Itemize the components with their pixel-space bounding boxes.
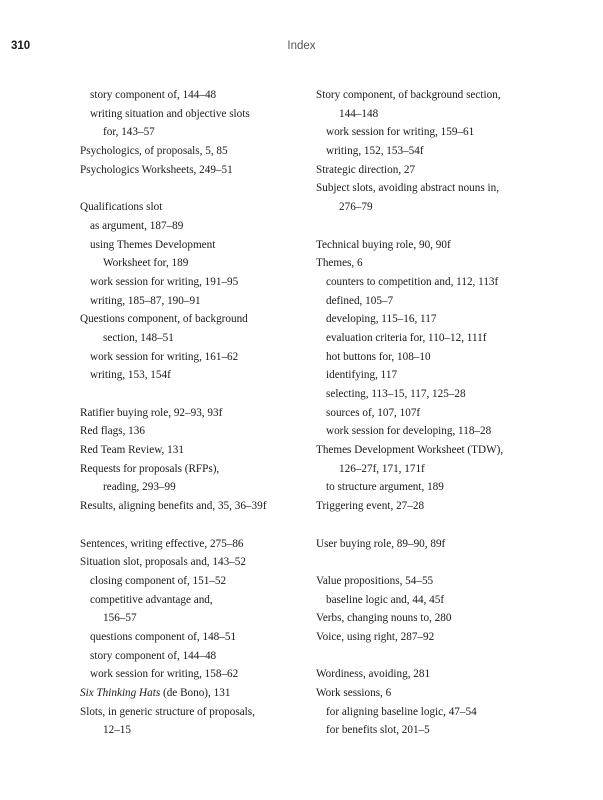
- index-subentry: selecting, 113–15, 117, 125–28: [326, 388, 466, 400]
- index-entry-title: Six Thinking Hats: [80, 687, 161, 699]
- index-entry: Requests for proposals (RFPs),: [80, 462, 220, 475]
- index-spacer: [80, 385, 325, 404]
- index-subentry: 156–57: [103, 612, 137, 625]
- index-subentry: writing, 152, 153–54f: [326, 145, 424, 158]
- index-spacer: [316, 516, 561, 535]
- index-subentry: work session for writing, 158–62: [90, 668, 239, 681]
- index-subentry: work session for writing, 191–95: [90, 275, 239, 288]
- index-entry: Situation slot, proposals and, 143–52: [80, 556, 246, 569]
- index-subentry: for benefits slot, 201–5: [326, 724, 430, 737]
- index-column-left: [80, 86, 325, 740]
- index-subentry: 144–148: [339, 107, 379, 120]
- index-entry: Psychologics, of proposals, 5, 85: [80, 145, 228, 158]
- index-entry: Verbs, changing nouns to, 280: [316, 612, 452, 625]
- index-subentry: writing, 153, 154f: [90, 369, 171, 382]
- index-entry: Qualifications slot: [80, 201, 163, 214]
- index-subentry: 126–27f, 171, 171f: [339, 462, 425, 475]
- index-subentry: work session for writing, 159–61: [326, 126, 475, 139]
- index-entry: Sentences, writing effective, 275–86: [80, 537, 244, 550]
- index-entry: User buying role, 89–90, 89f: [316, 537, 446, 550]
- index-entry: Strategic direction, 27: [316, 163, 416, 176]
- index-spacer: [80, 179, 325, 198]
- index-subentry: 12–15: [103, 724, 131, 737]
- index-subentry: Worksheet for, 189: [103, 257, 189, 270]
- index-subentry: developing, 115–16, 117: [326, 313, 437, 326]
- index-entry-locator: (de Bono), 131: [160, 687, 231, 699]
- index-subentry: as argument, 187–89: [90, 219, 184, 232]
- index-subentry: section, 148–51: [103, 331, 174, 344]
- index-subentry: sources of, 107, 107f: [326, 406, 421, 419]
- index-entry: Psychologics Worksheets, 249–51: [80, 163, 233, 176]
- index-subentry: using Themes Development: [90, 238, 216, 251]
- index-column-right: [316, 86, 561, 740]
- index-subentry: 276–79: [339, 201, 373, 214]
- index-subentry: identifying, 117: [326, 369, 398, 382]
- index-entry: Subject slots, avoiding abstract nouns in,: [316, 182, 500, 195]
- index-entry: Slots, in generic structure of proposals,: [80, 705, 255, 718]
- index-spacer: [80, 516, 325, 535]
- running-head: Index: [287, 40, 316, 52]
- index-subentry: defined, 105–7: [326, 294, 394, 307]
- index-entry: Triggering event, 27–28: [316, 500, 425, 513]
- index-subentry: questions component of, 148–51: [90, 630, 237, 643]
- index-subentry: competitive advantage and,: [90, 593, 213, 606]
- index-subentry: work session for developing, 118–28: [326, 425, 492, 438]
- index-entry: Themes Development Worksheet (TDW),: [316, 444, 504, 457]
- index-entry: Results, aligning benefits and, 35, 36–39f: [80, 500, 267, 513]
- index-spacer: [316, 217, 561, 236]
- index-spacer: [316, 647, 561, 666]
- index-subentry: closing component of, 151–52: [90, 574, 227, 587]
- index-subentry: story component of, 144–48: [90, 89, 217, 101]
- index-subentry: evaluation criteria for, 110–12, 111f: [326, 331, 487, 344]
- index-entry: Story component, of background section,: [316, 89, 501, 101]
- index-entry: [80, 684, 325, 703]
- index-entry: Themes, 6: [316, 257, 363, 270]
- index-entry: Work sessions, 6: [316, 687, 392, 699]
- index-subentry: to structure argument, 189: [326, 481, 444, 494]
- index-subentry: writing situation and objective slots: [90, 107, 250, 120]
- index-entry: Red flags, 136: [80, 425, 145, 438]
- index-entry: Value propositions, 54–55: [316, 574, 434, 587]
- index-subentry: reading, 293–99: [103, 481, 176, 494]
- page-number: 310: [11, 40, 31, 52]
- index-subentry: story component of, 144–48: [90, 649, 217, 662]
- index-entry: Wordiness, avoiding, 281: [316, 668, 431, 681]
- index-subentry: counters to competition and, 112, 113f: [326, 275, 499, 288]
- index-subentry: work session for writing, 161–62: [90, 350, 239, 363]
- index-entry: Questions component, of background: [80, 313, 248, 326]
- index-subentry: baseline logic and, 44, 45f: [326, 593, 445, 606]
- index-entry: Red Team Review, 131: [80, 444, 184, 457]
- index-spacer: [316, 553, 561, 572]
- index-subentry: for aligning baseline logic, 47–54: [326, 705, 477, 718]
- index-entry: Technical buying role, 90, 90f: [316, 238, 451, 251]
- index-entry: Ratifier buying role, 92–93, 93f: [80, 406, 223, 419]
- index-subentry: writing, 185–87, 190–91: [90, 294, 201, 307]
- index-subentry: for, 143–57: [103, 126, 155, 139]
- index-subentry: hot buttons for, 108–10: [326, 350, 431, 363]
- index-entry: Voice, using right, 287–92: [316, 630, 435, 643]
